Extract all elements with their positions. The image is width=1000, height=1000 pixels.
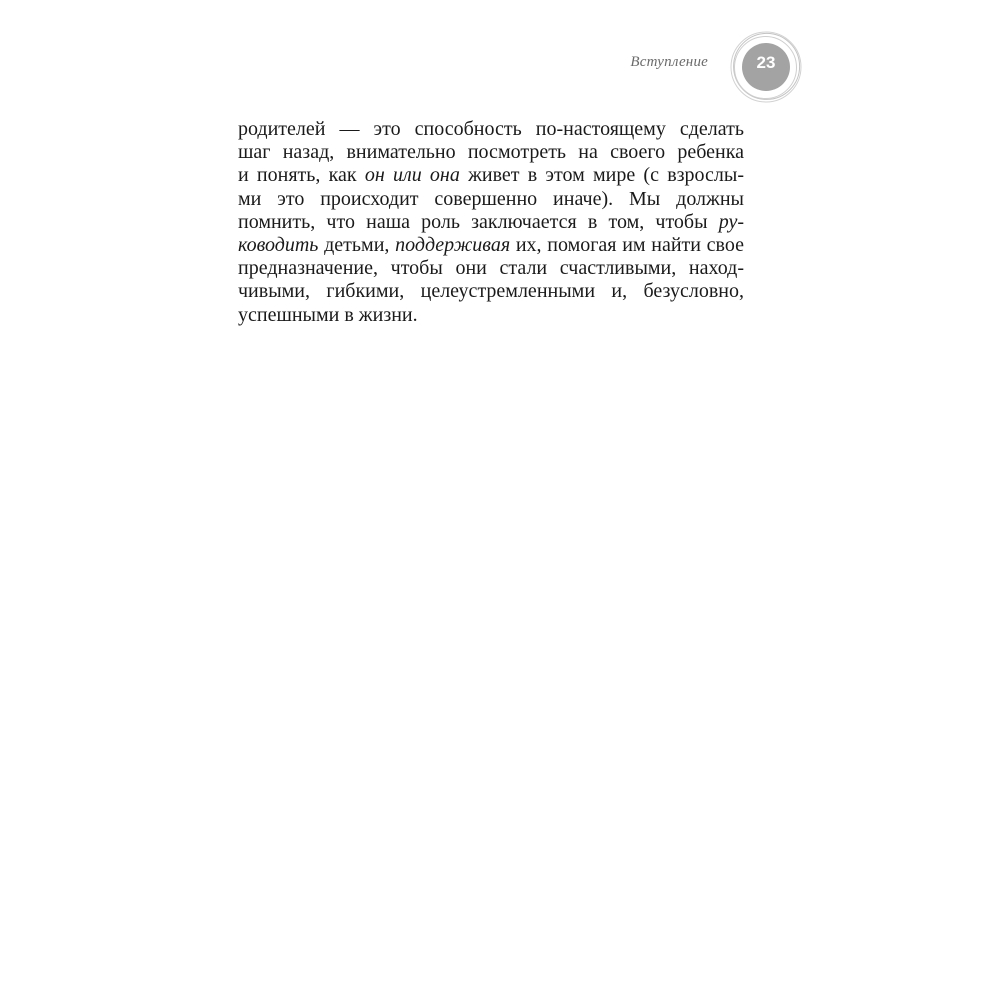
text-segment: успешными в жизни. <box>238 303 418 326</box>
page-number-badge <box>729 30 803 104</box>
text-segment: помнить, что наша роль заключается в том, чтобы <box>238 210 719 233</box>
italic-text: поддерживая <box>395 233 511 256</box>
text-line <box>238 304 744 327</box>
text-line <box>238 257 744 280</box>
text-line <box>238 234 744 257</box>
italic-text: он или она <box>364 164 460 187</box>
text-line <box>238 141 744 164</box>
italic-text: ководить <box>238 233 319 256</box>
text-line <box>238 118 744 141</box>
text-segment: шаг назад, внимательно посмотреть на своего ребенка <box>238 141 744 164</box>
text-segment: предназначение, чтобы они стали счастливыми, наход- <box>238 257 744 280</box>
text-line <box>238 164 744 187</box>
text-segment: чивыми, гибкими, целеустремленными и, безусловно, <box>238 280 744 303</box>
text-segment: родителей — это способность по-настоящему сделать <box>238 118 744 140</box>
page-number: 23 <box>756 53 776 72</box>
text-segment: детьми, <box>318 233 396 256</box>
text-segment: их, помогая им найти свое <box>510 233 744 256</box>
text-line <box>238 188 744 211</box>
text-line <box>238 280 744 303</box>
text-segment: и понять, как <box>238 164 365 187</box>
text-segment: ми это происходит совершенно иначе). Мы должны <box>238 187 744 210</box>
body-paragraph <box>238 118 744 327</box>
text-segment: живет в этом мире (с взрослы- <box>459 164 744 187</box>
running-head: Вступление <box>630 54 708 70</box>
text-line <box>238 211 744 234</box>
italic-text: ру- <box>718 210 744 233</box>
